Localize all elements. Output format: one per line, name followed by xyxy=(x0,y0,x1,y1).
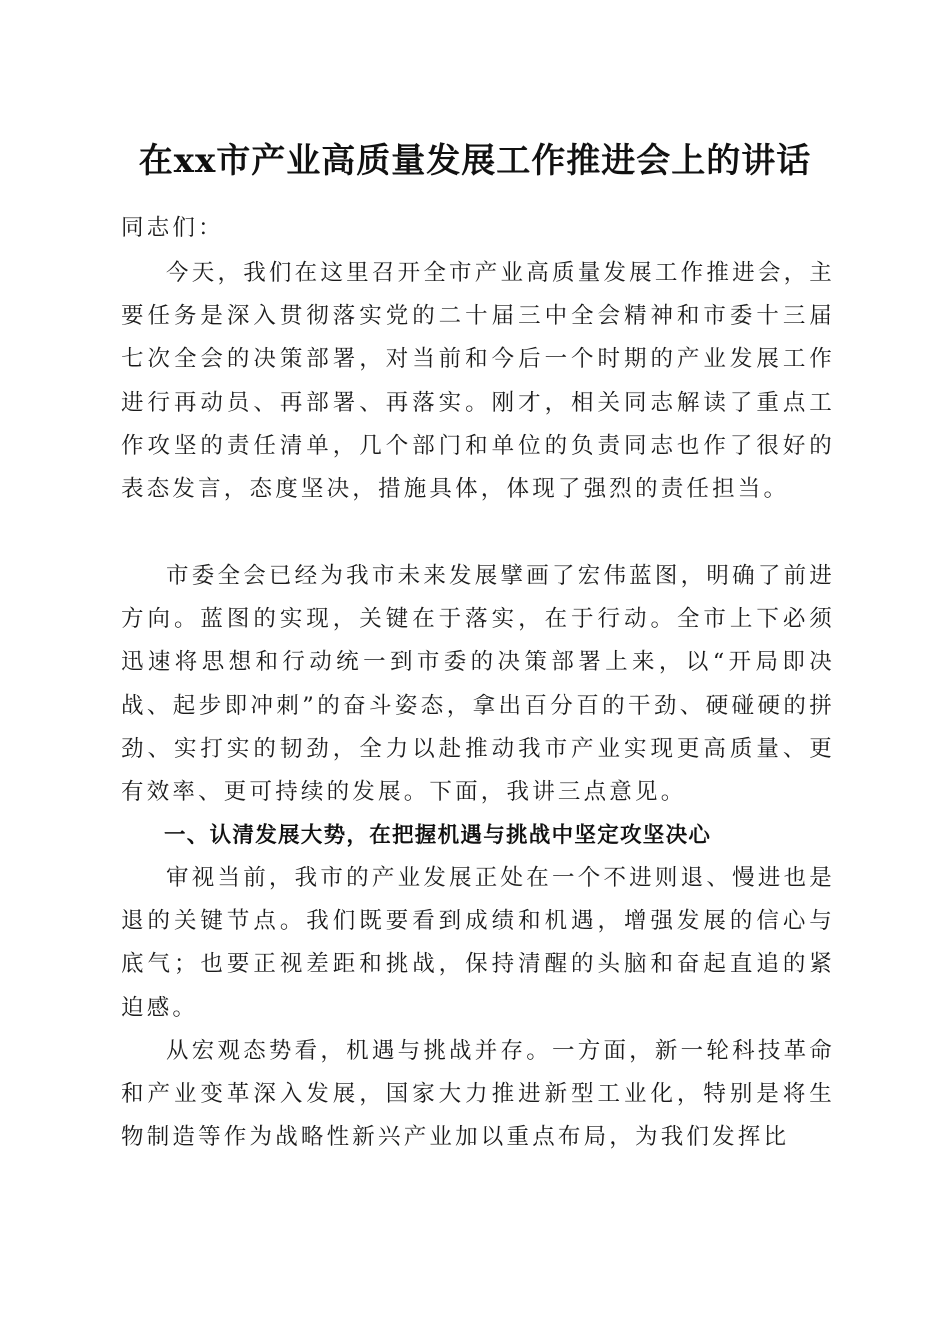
paragraph-opening: 今天，我们在这里召开全市产业高质量发展工作推进会，主要任务是深入贯彻落实党的二十届三中全会精神和市委十三届七次全会的决策部署，对当前和今后一个时期的产业发展工作进行再动员、再部署、再落实。刚才，相关同志解读了重点工作攻坚的责任清单，几个部门和单位的负责同志也作了很好的表态发言，态度坚决，措施具体，体现了强烈的责任担当。 xyxy=(121,260,835,503)
paragraph-macro-trend: 从宏观态势看，机遇与挑战并存。一方面，新一轮科技革命和产业变革深入发展，国家大力推进新型工业化，特别是将生物制造等作为战略性新兴产业加以重点布局，为我们发挥比 xyxy=(121,1038,835,1151)
paragraph-blueprint: 市委全会已经为我市未来发展擘画了宏伟蓝图，明确了前进方向。蓝图的实现，关键在于落实，在于行动。全市上下必须迅速将思想和行动统一到市委的决策部署上来，以“开局即决战、起步即冲刺”的奋斗姿态，拿出百分百的干劲、硬碰硬的拼劲、实打实的韧劲，全力以赴推动我市产业实现更高质量、更有效率、更可持续的发展。下面，我讲三点意见。 xyxy=(121,563,835,806)
section-heading-1: 一、认清发展大势，在把握机遇与挑战中坚定攻坚决心 xyxy=(164,823,712,848)
document-title: 在xx市产业高质量发展工作推进会上的讲话 xyxy=(138,141,812,181)
salutation: 同志们： xyxy=(121,215,224,241)
paragraph-situation: 审视当前，我市的产业发展正处在一个不进则退、慢进也是退的关键节点。我们既要看到成绩和机遇，增强发展的信心与底气；也要正视差距和挑战，保持清醒的头脑和奋起直追的紧迫感。 xyxy=(121,865,835,1021)
